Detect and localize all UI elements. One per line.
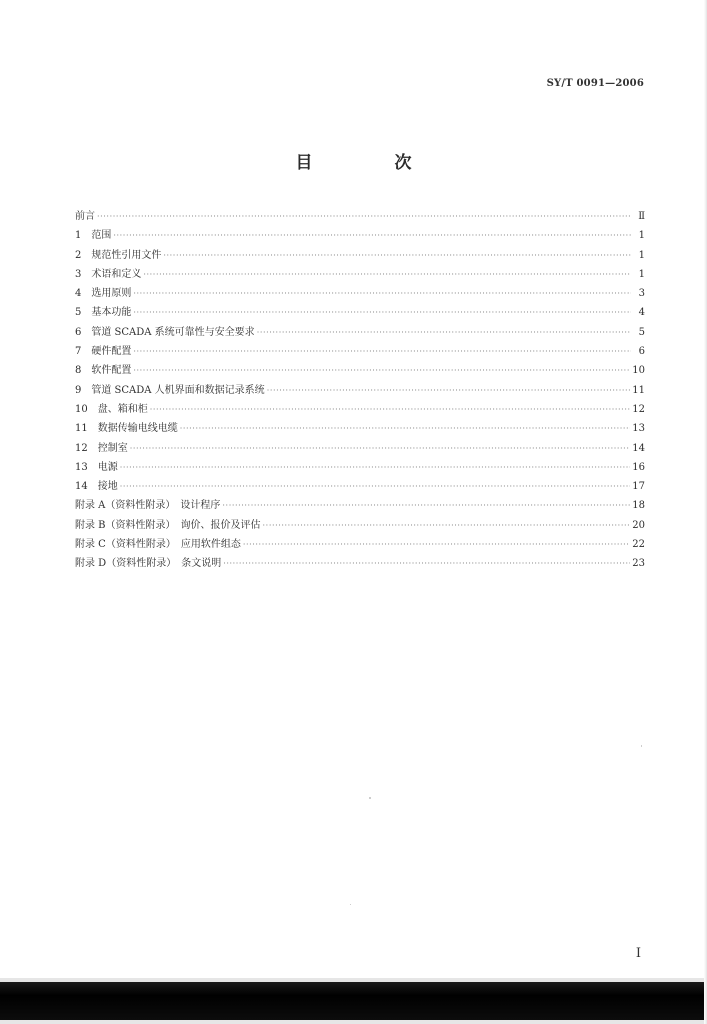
toc-entry-label: 4 选用原则 [75,288,132,300]
table-of-contents [75,207,645,574]
toc-entry-page: 1 [638,268,645,280]
toc-entry-label: 13 电源 [75,461,118,473]
toc-entry-label: 1 范围 [75,230,112,242]
toc-entry [75,342,645,361]
toc-entry-label: 14 接地 [75,481,118,493]
dot-leader [180,419,631,438]
dot-leader [143,265,631,284]
toc-entry-label: 8 软件配置 [75,365,132,377]
dot-leader [133,342,631,361]
dot-leader [133,284,631,303]
toc-entry-page: 22 [632,539,645,551]
toc-entry [75,361,645,380]
dot-leader [243,535,630,554]
dot-leader [120,458,631,477]
toc-entry [75,554,645,573]
toc-entry [75,246,645,265]
dot-leader [130,439,631,458]
toc-entry [75,535,645,554]
toc-entry-page: 13 [632,423,645,435]
scan-speck [641,745,642,747]
toc-entry-label: 11 数据传输电线电缆 [75,423,178,435]
toc-entry-label: 7 硬件配置 [75,346,132,358]
toc-entry-page: 14 [632,442,645,454]
toc-entry [75,303,645,322]
toc-entry-label: 6 管道 SCADA 系统可靠性与安全要求 [75,326,255,338]
toc-entry-page: 3 [638,288,645,300]
dot-leader [223,554,630,573]
toc-entry-label: 12 控制室 [75,442,128,454]
toc-entry-page: 17 [632,481,645,493]
toc-entry-page: 1 [638,249,645,261]
toc-entry-page: 20 [632,519,645,531]
dot-leader [113,226,631,245]
toc-entry-page: 6 [638,346,645,358]
toc-entry [75,496,645,515]
dot-leader [257,323,631,342]
toc-entry [75,284,645,303]
toc-entry [75,400,645,419]
dot-leader [133,303,631,322]
dot-leader [120,477,631,496]
toc-entry-label: 9 管道 SCADA 人机界面和数据记录系统 [75,384,265,396]
toc-entry-page: 1 [638,230,645,242]
toc-entry [75,458,645,477]
dot-leader [150,400,631,419]
toc-entry-label: 附录 C（资料性附录） 应用软件组态 [75,539,241,551]
toc-entry-label: 附录 A（资料性附录） 设计程序 [75,500,221,512]
toc-entry-label: 2 规范性引用文件 [75,249,162,261]
page-title: 目 次 [295,153,450,173]
toc-entry [75,419,645,438]
dot-leader [97,207,631,226]
toc-entry [75,516,645,535]
toc-entry-label: 10 盘、箱和柜 [75,403,148,415]
toc-entry [75,207,645,226]
toc-entry-page: 11 [632,384,645,396]
dot-leader [222,496,630,515]
toc-entry-page: 18 [632,500,645,512]
page-number: I [635,946,641,961]
toc-entry-page: 12 [632,403,645,415]
dot-leader [163,246,631,265]
toc-entry-page: Ⅱ [638,211,645,222]
toc-entry-label: 附录 D（资料性附录） 条文说明 [75,558,222,570]
dot-leader [263,516,631,535]
dot-leader [267,381,631,400]
scan-speck [350,904,351,905]
toc-entry [75,226,645,245]
toc-entry-label: 3 术语和定义 [75,268,142,280]
toc-entry-page: 5 [638,326,645,338]
toc-entry-page: 16 [632,461,645,473]
dot-leader [133,361,630,380]
toc-entry [75,439,645,458]
toc-entry-label: 前言 [75,211,95,222]
toc-entry [75,381,645,400]
toc-entry-label: 5 基本功能 [75,307,132,319]
toc-entry-page: 23 [632,558,645,570]
toc-entry-page: 4 [638,307,645,319]
toc-entry [75,265,645,284]
scan-border [0,982,707,1020]
toc-entry-label: 附录 B（资料性附录） 询价、报价及评估 [75,519,261,531]
toc-entry [75,477,645,496]
toc-entry [75,323,645,342]
scan-speck [369,797,371,799]
toc-entry-page: 10 [632,365,645,377]
standard-number: SY/T 0091—2006 [546,78,644,89]
